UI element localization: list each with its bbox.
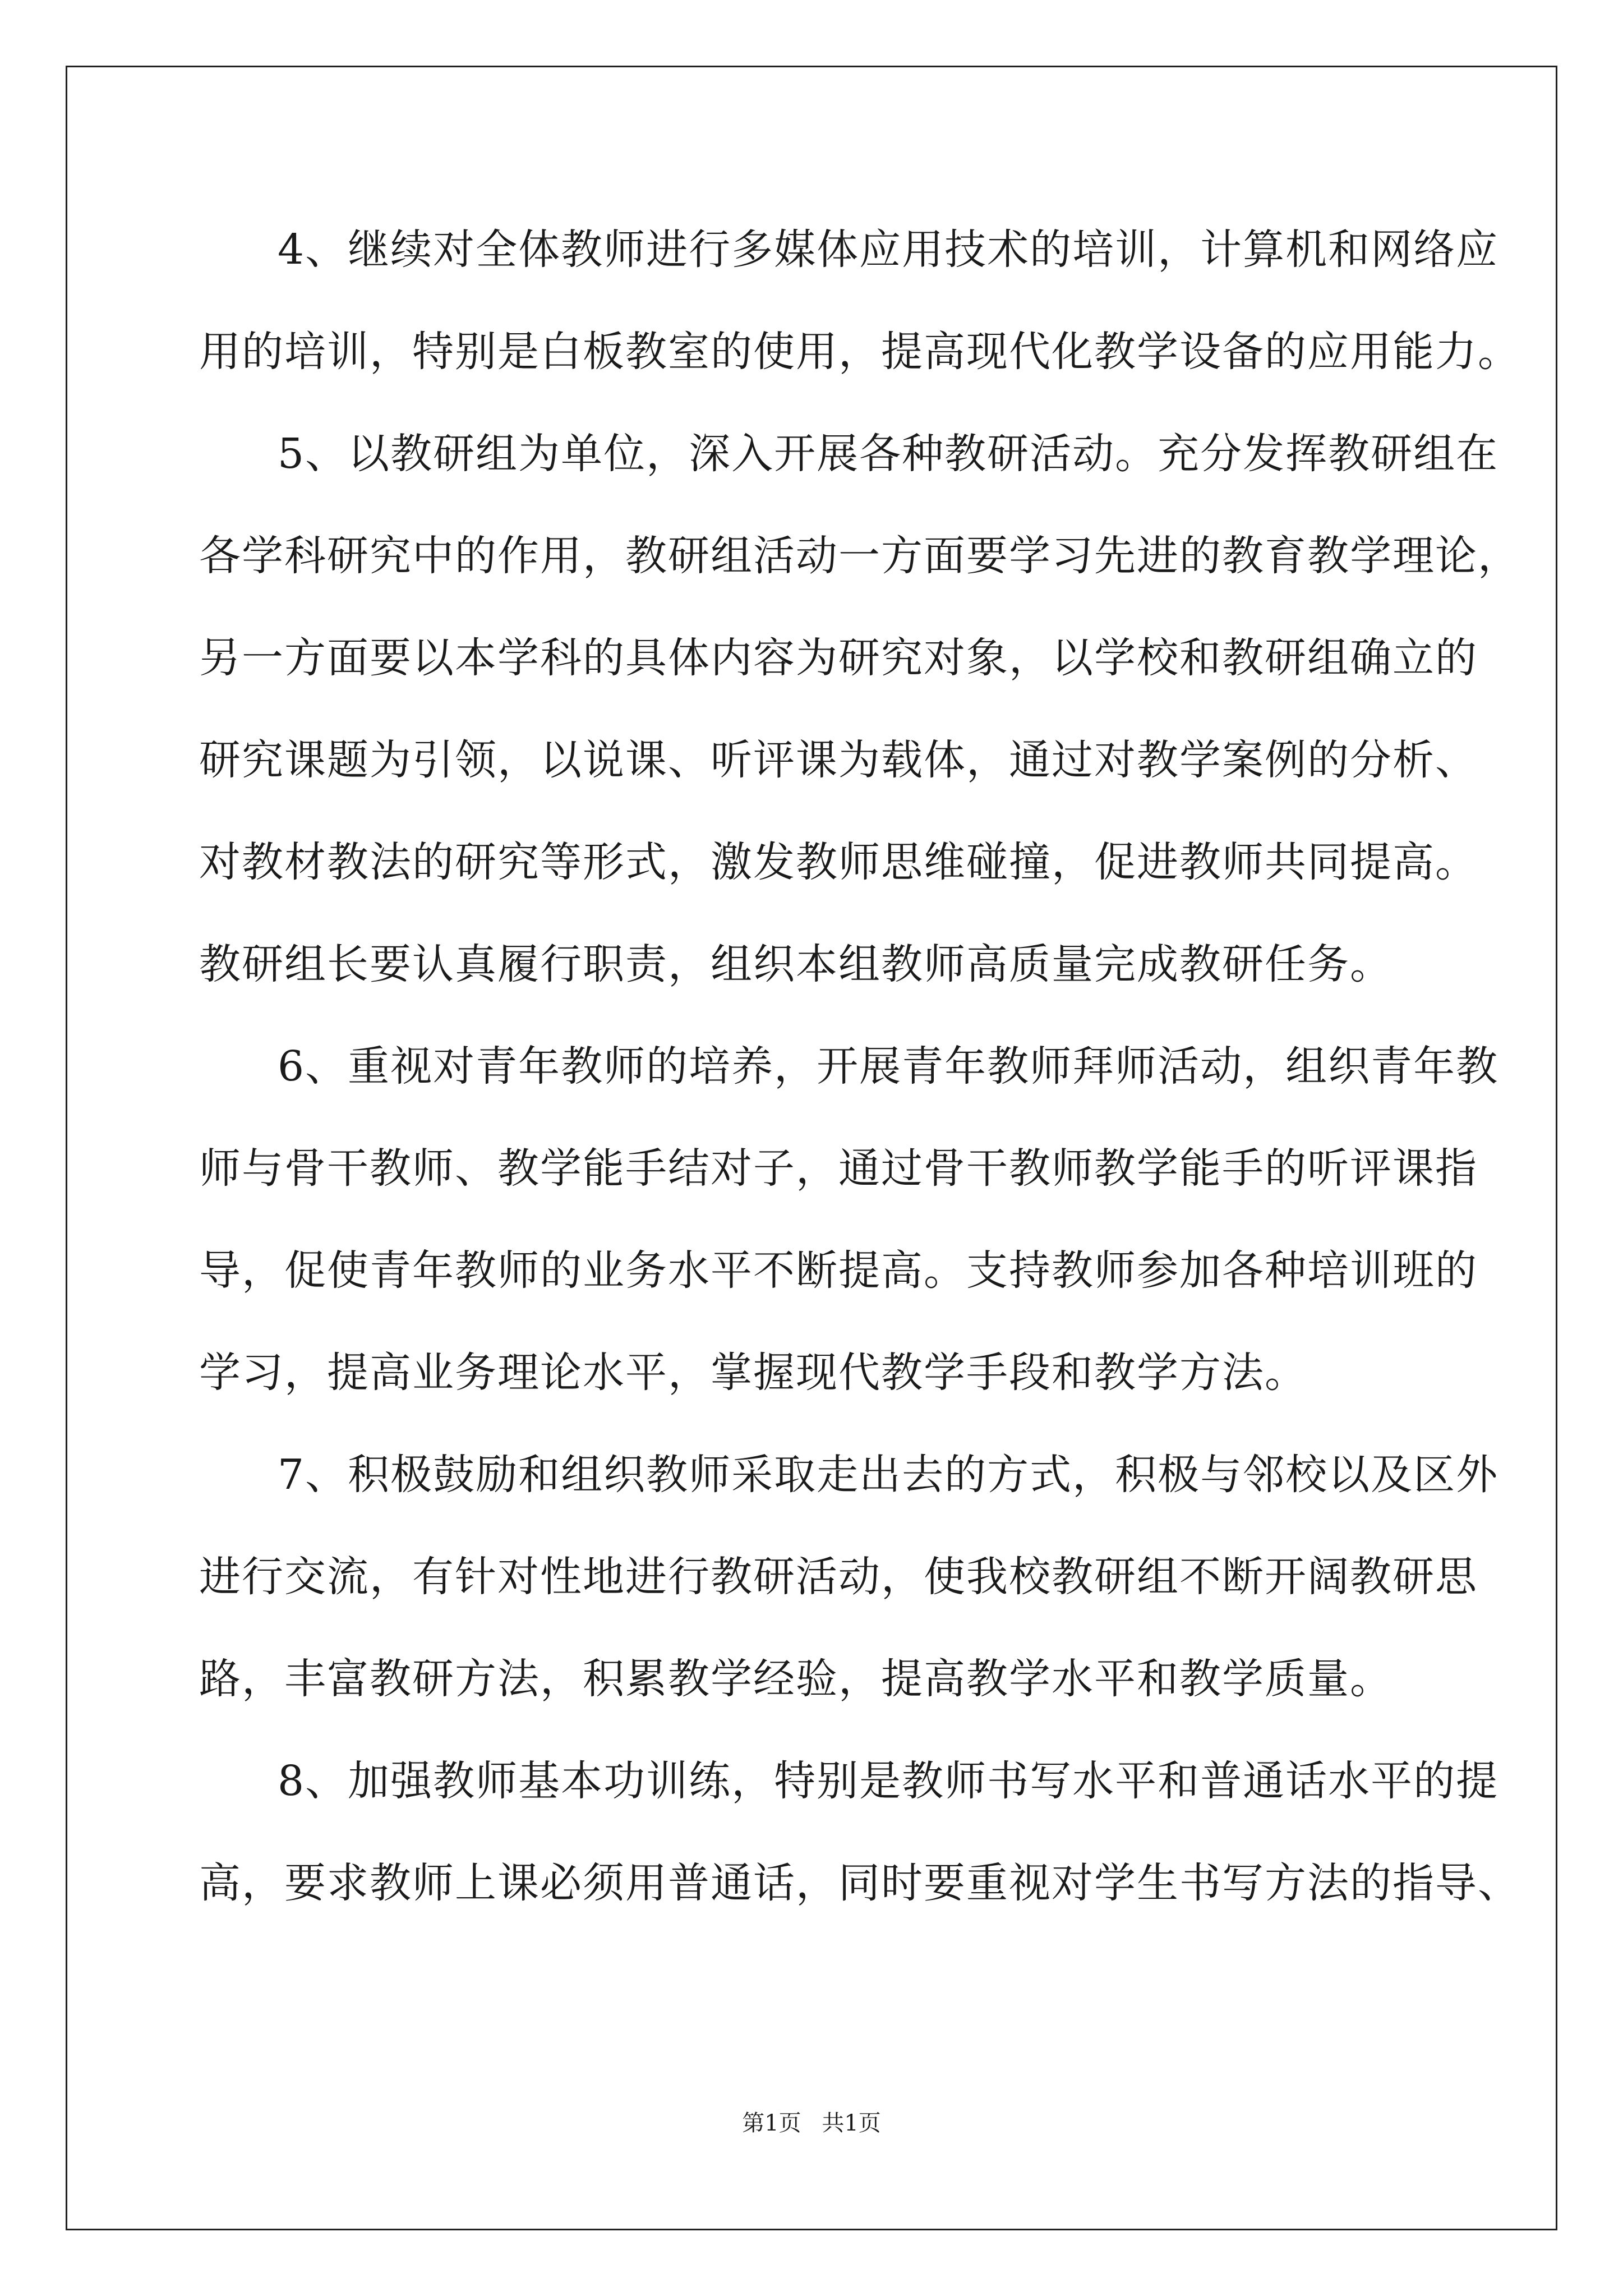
paragraph-line: 用的培训，特别是白板教室的使用，提高现代化教学设备的应用能力。: [199, 328, 1520, 376]
page-footer: [0, 2109, 1623, 2137]
paragraph-line: 8、加强教师基本功训练，特别是教师书写水平和普通话水平的提: [278, 1757, 1499, 1805]
paragraph-line: 5、以教研组为单位，深入开展各种教研活动。充分发挥教研组在: [278, 430, 1499, 478]
paragraph-line: 教研组长要认真履行职责，组织本组教师高质量完成教研任务。: [199, 940, 1393, 988]
paragraph-line: 高，要求教师上课必须用普通话，同时要重视对学生书写方法的指导、: [199, 1859, 1520, 1907]
paragraph-line: 另一方面要以本学科的具体内容为研究对象，以学校和教研组确立的: [199, 634, 1478, 682]
page-number: 第1页: [742, 2110, 801, 2136]
paragraph-line: 研究课题为引领，以说课、听评课为载体，通过对教学案例的分析、: [199, 736, 1478, 784]
paragraph-line: 4、继续对全体教师进行多媒体应用技术的培训，计算机和网络应: [278, 226, 1499, 274]
paragraph-line: 路，丰富教研方法，积累教学经验，提高教学水平和教学质量。: [199, 1655, 1393, 1703]
paragraph-line: 进行交流，有针对性地进行教研活动，使我校教研组不断开阔教研思: [199, 1553, 1478, 1601]
document-body: [199, 222, 1520, 1957]
paragraph-line: 对教材教法的研究等形式，激发教师思维碰撞，促进教师共同提高。: [199, 838, 1478, 886]
paragraph-line: 师与骨干教师、教学能手结对子，通过骨干教师教学能手的听评课指: [199, 1144, 1478, 1193]
paragraph-line: 6、重视对青年教师的培养，开展青年教师拜师活动，组织青年教: [278, 1042, 1499, 1091]
paragraph-line: 导，促使青年教师的业务水平不断提高。支持教师参加各种培训班的: [199, 1246, 1478, 1295]
paragraph-line: 各学科研究中的作用，教研组活动一方面要学习先进的教育教学理论，: [199, 532, 1520, 580]
paragraph-line: 7、积极鼓励和组织教师采取走出去的方式，积极与邻校以及区外: [278, 1451, 1499, 1499]
paragraph-line: 学习，提高业务理论水平，掌握现代教学手段和教学方法。: [199, 1349, 1307, 1397]
page-total: 共1页: [822, 2110, 881, 2136]
